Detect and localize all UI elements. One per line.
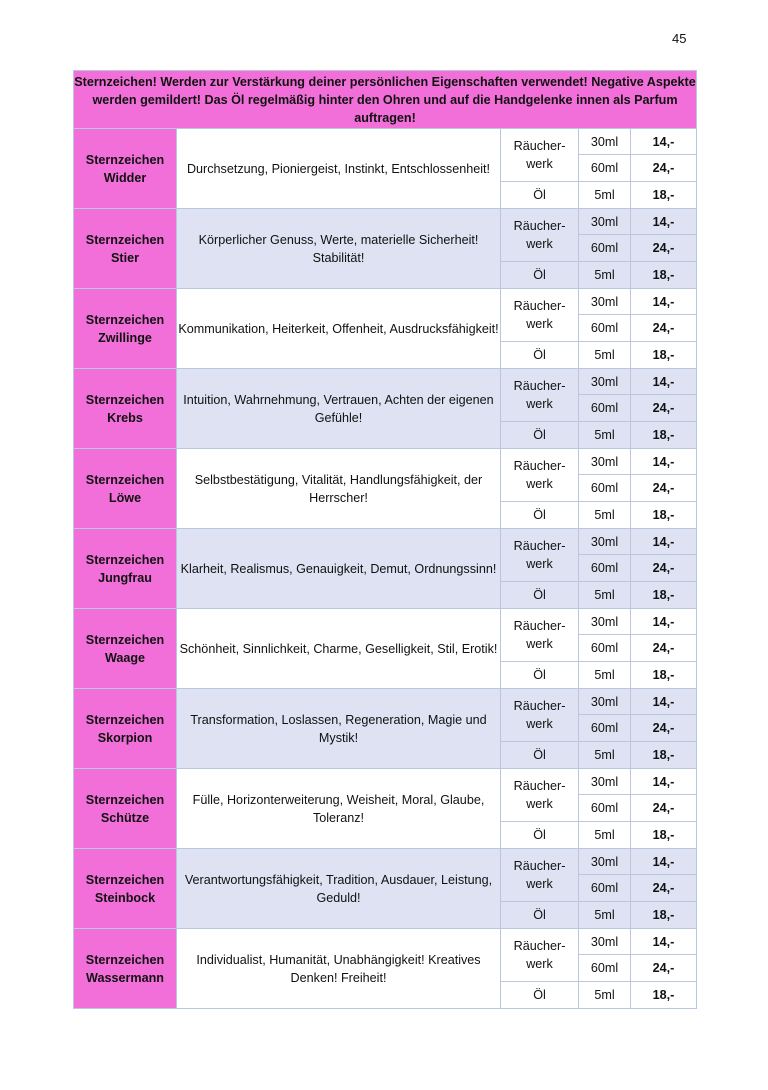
price-60ml: 24,- — [631, 635, 697, 662]
sign-description: Kommunikation, Heiterkeit, Offenheit, Ausdrucksfähigkeit! — [177, 289, 501, 369]
sign-name: Schütze — [100, 810, 150, 825]
table-row — [74, 529, 697, 555]
sign-label: Sternzeichen — [85, 312, 165, 327]
size-30ml: 30ml — [579, 449, 631, 475]
sign-name: Waage — [104, 650, 146, 665]
incense-label: Räucher-werk — [501, 689, 579, 742]
size-60ml: 60ml — [579, 715, 631, 742]
incense-label: Räucher-werk — [501, 289, 579, 342]
incense-label: Räucher-werk — [501, 609, 579, 662]
price-5ml: 18,- — [631, 422, 697, 449]
table-row — [74, 689, 697, 715]
size-60ml: 60ml — [579, 155, 631, 182]
price-60ml: 24,- — [631, 795, 697, 822]
sign-name: Krebs — [107, 410, 143, 425]
price-60ml: 24,- — [631, 555, 697, 582]
table-row — [74, 209, 697, 235]
price-60ml: 24,- — [631, 715, 697, 742]
price-5ml: 18,- — [631, 822, 697, 849]
size-60ml: 60ml — [579, 475, 631, 502]
oil-label: Öl — [501, 502, 579, 529]
zodiac-sign-cell — [74, 609, 177, 689]
zodiac-sign-cell — [74, 209, 177, 289]
size-5ml: 5ml — [579, 662, 631, 689]
size-30ml: 30ml — [579, 689, 631, 715]
sign-label: Sternzeichen — [85, 392, 165, 407]
price-5ml: 18,- — [631, 662, 697, 689]
zodiac-sign-cell — [74, 849, 177, 929]
sign-name: Steinbock — [94, 890, 156, 905]
table-row — [74, 769, 697, 795]
size-60ml: 60ml — [579, 875, 631, 902]
price-30ml: 14,- — [631, 929, 697, 955]
sign-description: Individualist, Humanität, Unabhängigkeit! Kreatives Denken! Freiheit! — [177, 929, 501, 1009]
price-5ml: 18,- — [631, 582, 697, 609]
zodiac-sign-cell — [74, 369, 177, 449]
price-5ml: 18,- — [631, 742, 697, 769]
oil-label: Öl — [501, 182, 579, 209]
size-60ml: 60ml — [579, 635, 631, 662]
table-row — [74, 449, 697, 475]
sign-label: Sternzeichen — [85, 792, 165, 807]
oil-label: Öl — [501, 742, 579, 769]
zodiac-sign-cell — [74, 129, 177, 209]
sign-description: Intuition, Wahrnehmung, Vertrauen, Achten der eigenen Gefühle! — [177, 369, 501, 449]
size-5ml: 5ml — [579, 742, 631, 769]
incense-label: Räucher-werk — [501, 369, 579, 422]
size-30ml: 30ml — [579, 769, 631, 795]
zodiac-sign-cell — [74, 769, 177, 849]
oil-label: Öl — [501, 342, 579, 369]
table-row — [74, 849, 697, 875]
sign-description: Selbstbestätigung, Vitalität, Handlungsfähigkeit, der Herrscher! — [177, 449, 501, 529]
price-5ml: 18,- — [631, 262, 697, 289]
page-number: 45 — [672, 31, 687, 46]
price-30ml: 14,- — [631, 689, 697, 715]
table-row — [74, 129, 697, 155]
size-5ml: 5ml — [579, 582, 631, 609]
size-30ml: 30ml — [579, 609, 631, 635]
sign-label: Sternzeichen — [85, 472, 165, 487]
sign-label: Sternzeichen — [85, 872, 165, 887]
zodiac-sign-cell — [74, 449, 177, 529]
oil-label: Öl — [501, 582, 579, 609]
size-5ml: 5ml — [579, 422, 631, 449]
oil-label: Öl — [501, 902, 579, 929]
zodiac-sign-cell — [74, 289, 177, 369]
price-30ml: 14,- — [631, 289, 697, 315]
size-30ml: 30ml — [579, 929, 631, 955]
price-5ml: 18,- — [631, 982, 697, 1009]
incense-label: Räucher-werk — [501, 449, 579, 502]
price-60ml: 24,- — [631, 955, 697, 982]
sign-description: Klarheit, Realismus, Genauigkeit, Demut, Ordnungssinn! — [177, 529, 501, 609]
sign-label: Sternzeichen — [85, 232, 165, 247]
size-5ml: 5ml — [579, 182, 631, 209]
price-30ml: 14,- — [631, 849, 697, 875]
incense-label: Räucher-werk — [501, 529, 579, 582]
size-5ml: 5ml — [579, 262, 631, 289]
zodiac-sign-cell — [74, 929, 177, 1009]
price-30ml: 14,- — [631, 769, 697, 795]
size-60ml: 60ml — [579, 395, 631, 422]
oil-label: Öl — [501, 822, 579, 849]
incense-label: Räucher-werk — [501, 769, 579, 822]
oil-label: Öl — [501, 662, 579, 689]
sign-label: Sternzeichen — [85, 152, 165, 167]
sign-label: Sternzeichen — [85, 632, 165, 647]
size-30ml: 30ml — [579, 369, 631, 395]
size-5ml: 5ml — [579, 902, 631, 929]
price-30ml: 14,- — [631, 129, 697, 155]
table-row — [74, 609, 697, 635]
size-30ml: 30ml — [579, 529, 631, 555]
price-30ml: 14,- — [631, 529, 697, 555]
table-header: Sternzeichen! Werden zur Verstärkung deiner persönlichen Eigenschaften verwendet! Negative Aspekte werden gemildert! Das Öl regelmäßig hinter den Ohren und auf die Handgelenke innen als Parfum auftragen! — [74, 71, 697, 129]
price-5ml: 18,- — [631, 182, 697, 209]
price-5ml: 18,- — [631, 502, 697, 529]
price-60ml: 24,- — [631, 395, 697, 422]
sign-label: Sternzeichen — [85, 952, 165, 967]
sign-description: Körperlicher Genuss, Werte, materielle Sicherheit! Stabilität! — [177, 209, 501, 289]
sign-label: Sternzeichen — [85, 712, 165, 727]
size-5ml: 5ml — [579, 822, 631, 849]
price-5ml: 18,- — [631, 342, 697, 369]
sign-description: Fülle, Horizonterweiterung, Weisheit, Moral, Glaube, Toleranz! — [177, 769, 501, 849]
price-60ml: 24,- — [631, 155, 697, 182]
price-60ml: 24,- — [631, 875, 697, 902]
table-row — [74, 929, 697, 955]
size-60ml: 60ml — [579, 555, 631, 582]
size-60ml: 60ml — [579, 955, 631, 982]
sign-description: Transformation, Loslassen, Regeneration, Magie und Mystik! — [177, 689, 501, 769]
price-60ml: 24,- — [631, 475, 697, 502]
table-row — [74, 369, 697, 395]
size-5ml: 5ml — [579, 502, 631, 529]
price-30ml: 14,- — [631, 369, 697, 395]
sign-name: Widder — [103, 170, 147, 185]
zodiac-price-table — [73, 70, 697, 1009]
price-30ml: 14,- — [631, 449, 697, 475]
table-row — [74, 289, 697, 315]
sign-description: Schönheit, Sinnlichkeit, Charme, Geselligkeit, Stil, Erotik! — [177, 609, 501, 689]
sign-name: Zwillinge — [98, 330, 152, 345]
incense-label: Räucher-werk — [501, 929, 579, 982]
size-30ml: 30ml — [579, 289, 631, 315]
price-60ml: 24,- — [631, 315, 697, 342]
price-5ml: 18,- — [631, 902, 697, 929]
sign-label: Sternzeichen — [85, 552, 165, 567]
zodiac-sign-cell — [74, 529, 177, 609]
size-5ml: 5ml — [579, 982, 631, 1009]
size-30ml: 30ml — [579, 129, 631, 155]
sign-name: Wassermann — [86, 970, 164, 985]
size-30ml: 30ml — [579, 849, 631, 875]
oil-label: Öl — [501, 262, 579, 289]
incense-label: Räucher-werk — [501, 209, 579, 262]
size-5ml: 5ml — [579, 342, 631, 369]
size-30ml: 30ml — [579, 209, 631, 235]
zodiac-sign-cell — [74, 689, 177, 769]
sign-name: Stier — [111, 250, 139, 265]
sign-name: Löwe — [108, 490, 142, 505]
size-60ml: 60ml — [579, 235, 631, 262]
size-60ml: 60ml — [579, 795, 631, 822]
price-60ml: 24,- — [631, 235, 697, 262]
price-30ml: 14,- — [631, 209, 697, 235]
sign-description: Durchsetzung, Pioniergeist, Instinkt, Entschlossenheit! — [177, 129, 501, 209]
sign-name: Skorpion — [97, 730, 153, 745]
oil-label: Öl — [501, 982, 579, 1009]
incense-label: Räucher-werk — [501, 129, 579, 182]
sign-description: Verantwortungsfähigkeit, Tradition, Ausdauer, Leistung, Geduld! — [177, 849, 501, 929]
oil-label: Öl — [501, 422, 579, 449]
sign-name: Jungfrau — [98, 570, 152, 585]
incense-label: Räucher-werk — [501, 849, 579, 902]
size-60ml: 60ml — [579, 315, 631, 342]
price-30ml: 14,- — [631, 609, 697, 635]
